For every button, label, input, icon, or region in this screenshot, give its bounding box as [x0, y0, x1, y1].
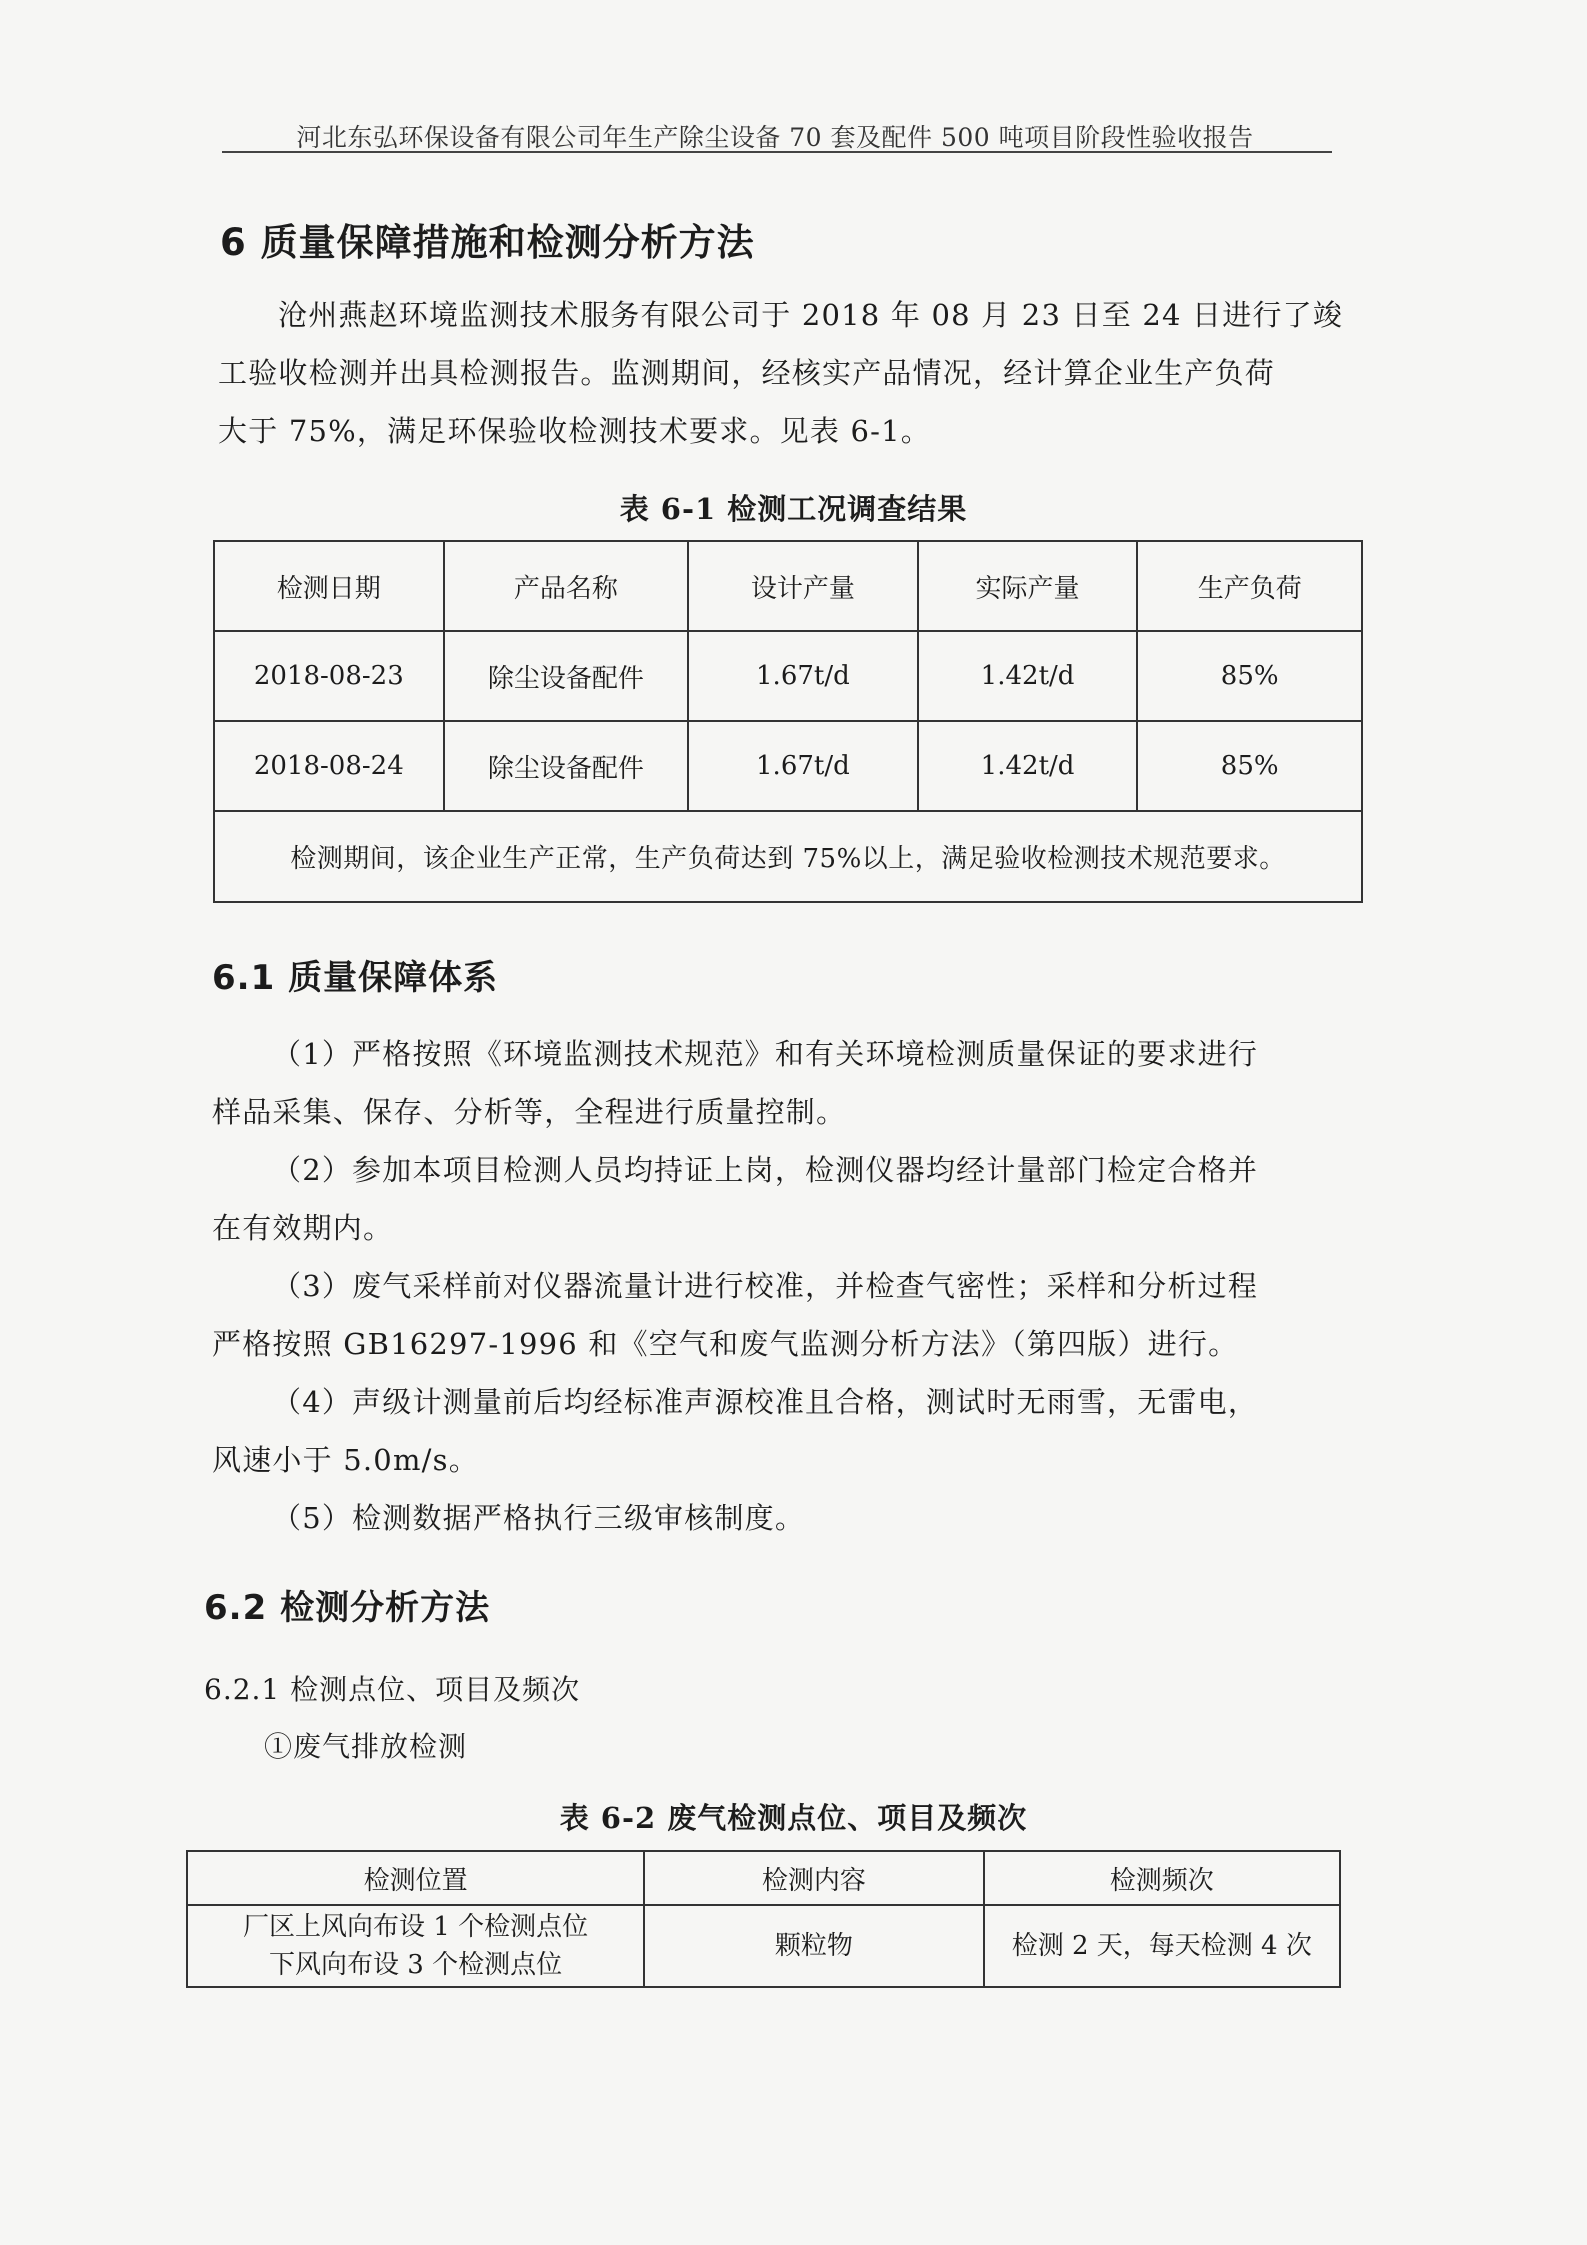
- header-cell: 检测频次: [984, 1851, 1340, 1905]
- table-note-row: [214, 811, 1362, 902]
- subsection-6-2-1: 6.2.1 检测点位、项目及频次: [204, 1673, 581, 1706]
- quality-item-5-line-1: （5）检测数据严格执行三级审核制度。: [272, 1501, 806, 1535]
- quality-item-1-line-2: 样品采集、保存、分析等，全程进行质量控制。: [212, 1095, 847, 1129]
- intro-line-2: 工验收检测并出具检测报告。监测期间，经核实产品情况，经计算企业生产负荷: [218, 356, 1276, 390]
- load-cell: 85%: [1137, 631, 1362, 721]
- header-cell: 实际产量: [918, 541, 1138, 631]
- intro-line-3: 大于 75%，满足环保验收检测技术要求。见表 6-1。: [218, 414, 931, 448]
- section-6-heading: 6 质量保障措施和检测分析方法: [220, 221, 755, 264]
- date-cell: 2018-08-24: [214, 721, 444, 811]
- quality-item-4-line-1: （4）声级计测量前后均经标准声源校准且合格，测试时无雨雪，无雷电，: [272, 1385, 1259, 1419]
- table-row: [187, 1905, 1340, 1987]
- quality-item-3-line-1: （3）废气采样前对仪器流量计进行校准，并检查气密性；采样和分析过程: [272, 1269, 1259, 1303]
- quality-item-2-line-1: （2）参加本项目检测人员均持证上岗，检测仪器均经计量部门检定合格并: [272, 1153, 1259, 1187]
- location-line-2: 下风向布设 3 个检测点位: [269, 1950, 563, 1980]
- location-cell: [187, 1905, 644, 1987]
- table-6-1: [213, 540, 1363, 903]
- header-rule: [222, 151, 1332, 153]
- table-6-2-caption: 表 6-2 废气检测点位、项目及频次: [559, 1801, 1028, 1835]
- section-6-1-heading: 6.1 质量保障体系: [212, 958, 499, 998]
- table-note: 检测期间，该企业生产正常，生产负荷达到 75%以上，满足验收检测技术规范要求。: [214, 811, 1362, 902]
- design-output-cell: 1.67t/d: [688, 631, 918, 721]
- table-row: [214, 721, 1362, 811]
- table-header-row: [187, 1851, 1340, 1905]
- product-cell: 除尘设备配件: [444, 631, 688, 721]
- frequency-cell: 检测 2 天，每天检测 4 次: [984, 1905, 1340, 1987]
- header-cell: 生产负荷: [1137, 541, 1362, 631]
- actual-output-cell: 1.42t/d: [918, 721, 1138, 811]
- intro-paragraph: [218, 286, 1348, 460]
- quality-item-3-line-2: 严格按照 GB16297-1996 和《空气和废气监测分析方法》（第四版）进行。: [212, 1327, 1239, 1361]
- running-header: 河北东弘环保设备有限公司年生产除尘设备 70 套及配件 500 吨项目阶段性验收报告: [296, 123, 1254, 152]
- table-row: [214, 631, 1362, 721]
- design-output-cell: 1.67t/d: [688, 721, 918, 811]
- quality-item-4-line-2: 风速小于 5.0m/s。: [212, 1443, 479, 1477]
- quality-list: [212, 1025, 1342, 1547]
- header-cell: 检测日期: [214, 541, 444, 631]
- table-header-row: [214, 541, 1362, 631]
- intro-line-1: 沧州燕赵环境监测技术服务有限公司于 2018 年 08 月 23 日至 24 日进行了竣: [278, 298, 1344, 332]
- product-cell: 除尘设备配件: [444, 721, 688, 811]
- location-line-1: 厂区上风向布设 1 个检测点位: [243, 1912, 589, 1942]
- quality-item-2-line-2: 在有效期内。: [212, 1211, 394, 1245]
- table-6-2: [186, 1850, 1341, 1988]
- header-cell: 产品名称: [444, 541, 688, 631]
- header-cell: 检测内容: [644, 1851, 983, 1905]
- subsection-exhaust: ①废气排放检测: [264, 1730, 468, 1763]
- quality-item-1-line-1: （1）严格按照《环境监测技术规范》和有关环境检测质量保证的要求进行: [272, 1037, 1259, 1071]
- header-cell: 设计产量: [688, 541, 918, 631]
- header-cell: 检测位置: [187, 1851, 644, 1905]
- section-6-2-heading: 6.2 检测分析方法: [204, 1588, 491, 1628]
- load-cell: 85%: [1137, 721, 1362, 811]
- content-cell: 颗粒物: [644, 1905, 983, 1987]
- date-cell: 2018-08-23: [214, 631, 444, 721]
- actual-output-cell: 1.42t/d: [918, 631, 1138, 721]
- table-6-1-caption: 表 6-1 检测工况调查结果: [619, 492, 968, 526]
